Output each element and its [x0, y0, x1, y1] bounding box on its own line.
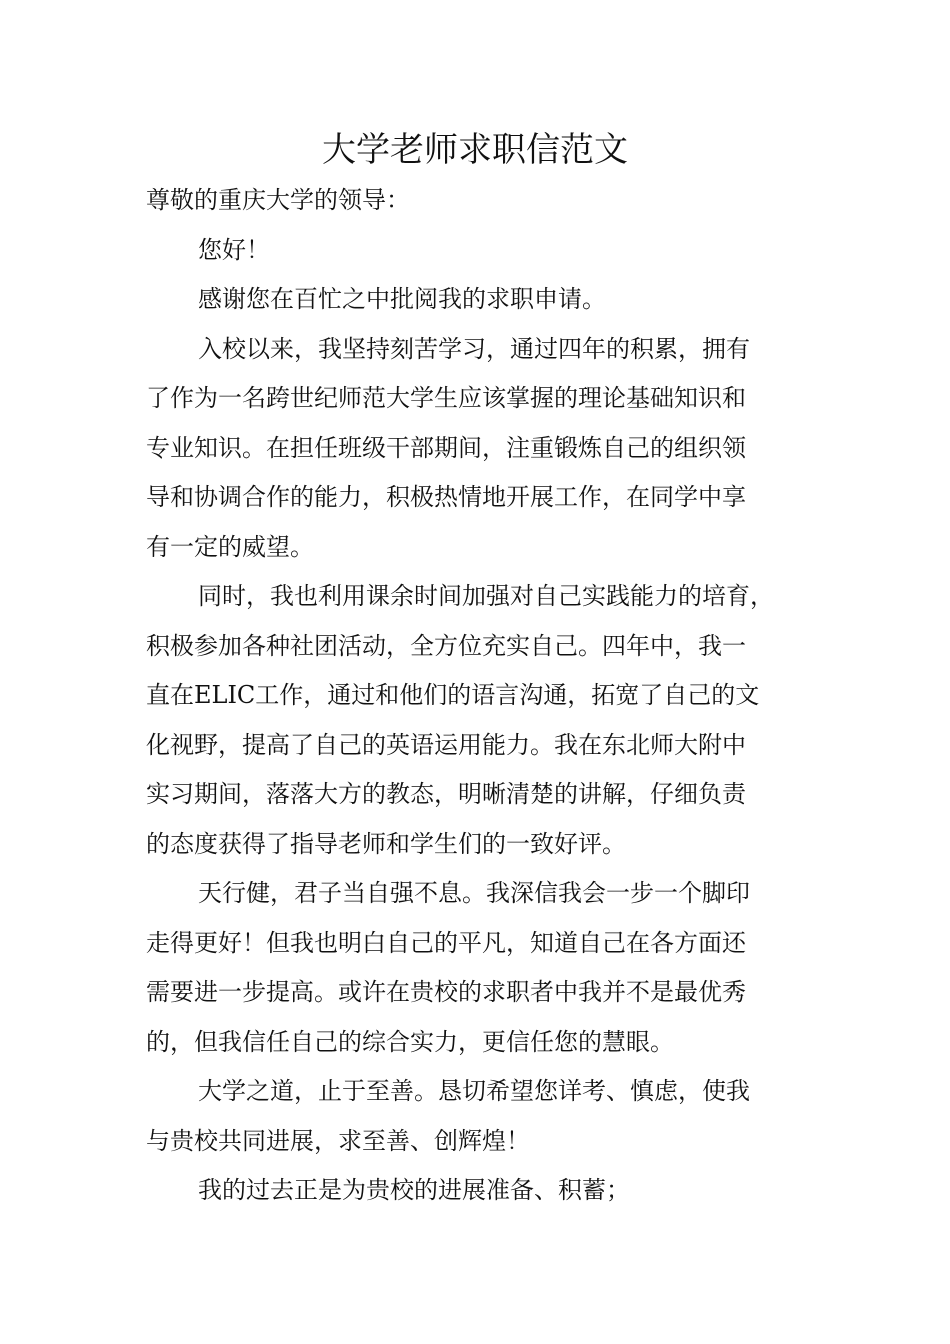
- document-title: 大学老师求职信范文: [322, 130, 628, 170]
- text-line: 需要进一步提高。或许在贵校的求职者中我并不是最优秀: [146, 978, 746, 1006]
- text-line: 天行健，君子当自强不息。我深信我会一步一个脚印: [198, 879, 750, 907]
- text-line: 直在ELIC工作，通过和他们的语言沟通，拓宽了自己的文: [146, 681, 760, 709]
- document-body: [146, 176, 836, 1216]
- text-line: 了作为一名跨世纪师范大学生应该掌握的理论基础知识和: [146, 384, 746, 412]
- text-line: 实习期间，落落大方的教态，明晰清楚的讲解，仔细负责: [146, 780, 746, 808]
- text-line: 有一定的威望。: [146, 532, 314, 561]
- text-line: 积极参加各种社团活动，全方位充实自己。四年中，我一: [146, 631, 746, 660]
- text-line: 感谢您在百忙之中批阅我的求职申请。: [198, 285, 606, 313]
- text-line: 的，但我信任自己的综合实力，更信任您的慧眼。: [146, 1027, 674, 1056]
- text-line: 我的过去正是为贵校的进展准备、积蓄；: [198, 1176, 630, 1204]
- text-line: 专业知识。在担任班级干部期间，注重锻炼自己的组织领: [146, 433, 746, 462]
- text-line: 同时，我也利用课余时间加强对自己实践能力的培育，: [198, 582, 774, 610]
- text-line: 的态度获得了指导老师和学生们的一致好评。: [146, 829, 626, 858]
- text-line: 与贵校共同进展，求至善、创辉煌！: [146, 1126, 530, 1155]
- text-line: 入校以来，我坚持刻苦学习，通过四年的积累，拥有: [198, 334, 750, 363]
- text-line: 化视野，提高了自己的英语运用能力。我在东北师大附中: [146, 730, 746, 759]
- text-line: 您好！: [198, 235, 270, 264]
- text-line: 走得更好！但我也明白自己的平凡，知道自己在各方面还: [146, 928, 746, 957]
- text-line: 大学之道，止于至善。恳切希望您详考、慎虑，使我: [198, 1077, 750, 1105]
- salutation-line: 尊敬的重庆大学的领导：: [146, 186, 410, 214]
- text-line: 导和协调合作的能力，积极热情地开展工作，在同学中享: [146, 483, 746, 511]
